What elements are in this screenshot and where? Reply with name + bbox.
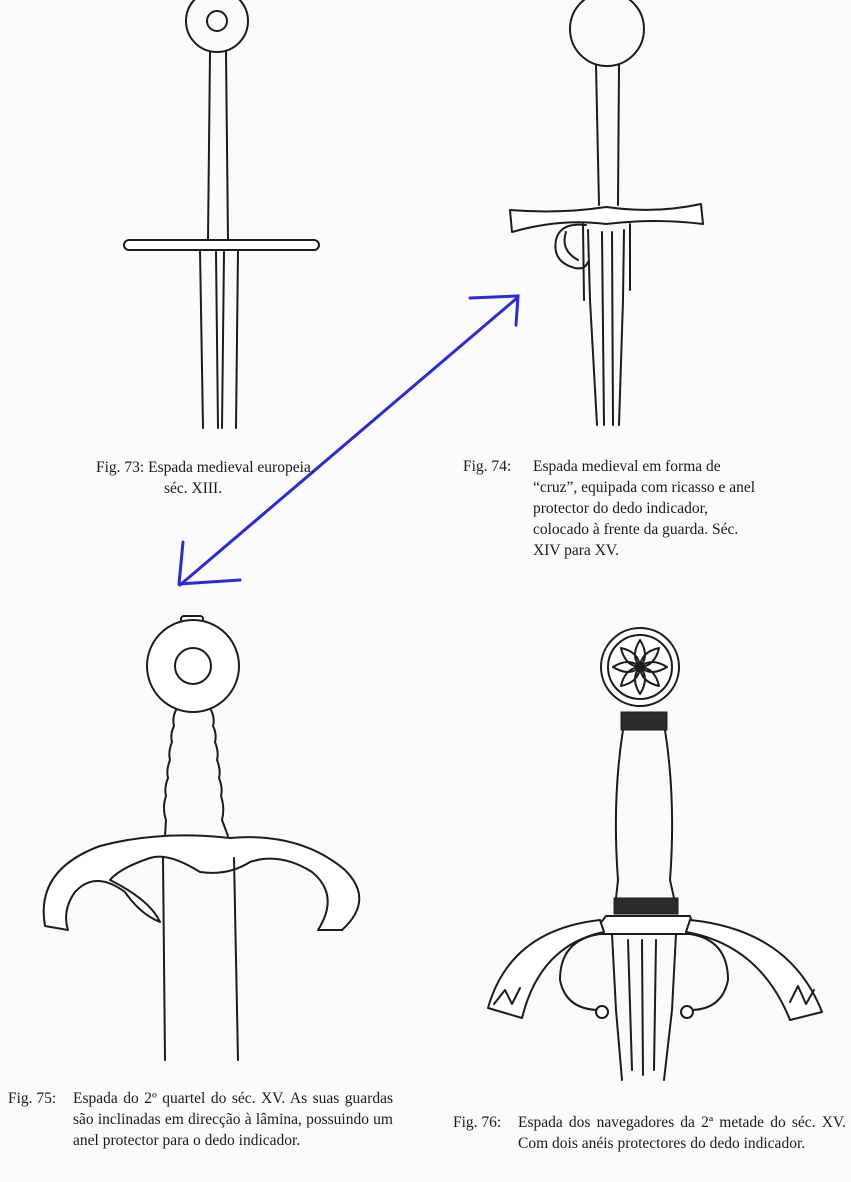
caption-fig74: [463, 456, 763, 561]
sword-fig75-drawing: [44, 616, 360, 1060]
sword-fig76-drawing: [488, 628, 822, 1080]
fig76-caption-text: Espada dos navegadores da 2ª metade do séc. XV. Com dois anéis protectores do dedo indicador.: [518, 1114, 846, 1152]
fig76-label: Fig. 76:: [453, 1114, 502, 1131]
caption-fig75: [8, 1088, 393, 1151]
caption-fig73: [96, 457, 366, 499]
caption-fig76: [453, 1112, 846, 1154]
fig74-label: Fig. 74:: [463, 458, 512, 475]
fig75-caption-text: Espada do 2º quartel do séc. XV. As suas guardas são inclinadas em direcção à lâmina, possuindo um anel protector para o dedo indicador.: [73, 1090, 393, 1149]
fig75-label: Fig. 75:: [8, 1090, 57, 1107]
sword-fig74-drawing: [510, 0, 703, 425]
fig73-caption-line1: Espada medieval europeia,: [148, 459, 315, 476]
fig74-caption-text: Espada medieval em forma de “cruz”, equipada com ricasso e anel protector do dedo indicador, colocado à frente da guarda. Séc. XIV para XV.: [533, 458, 756, 559]
fig73-label: Fig. 73:: [96, 459, 145, 476]
fig73-caption-line2: séc. XIII.: [164, 480, 223, 497]
sword-fig73-drawing: [124, 0, 319, 428]
